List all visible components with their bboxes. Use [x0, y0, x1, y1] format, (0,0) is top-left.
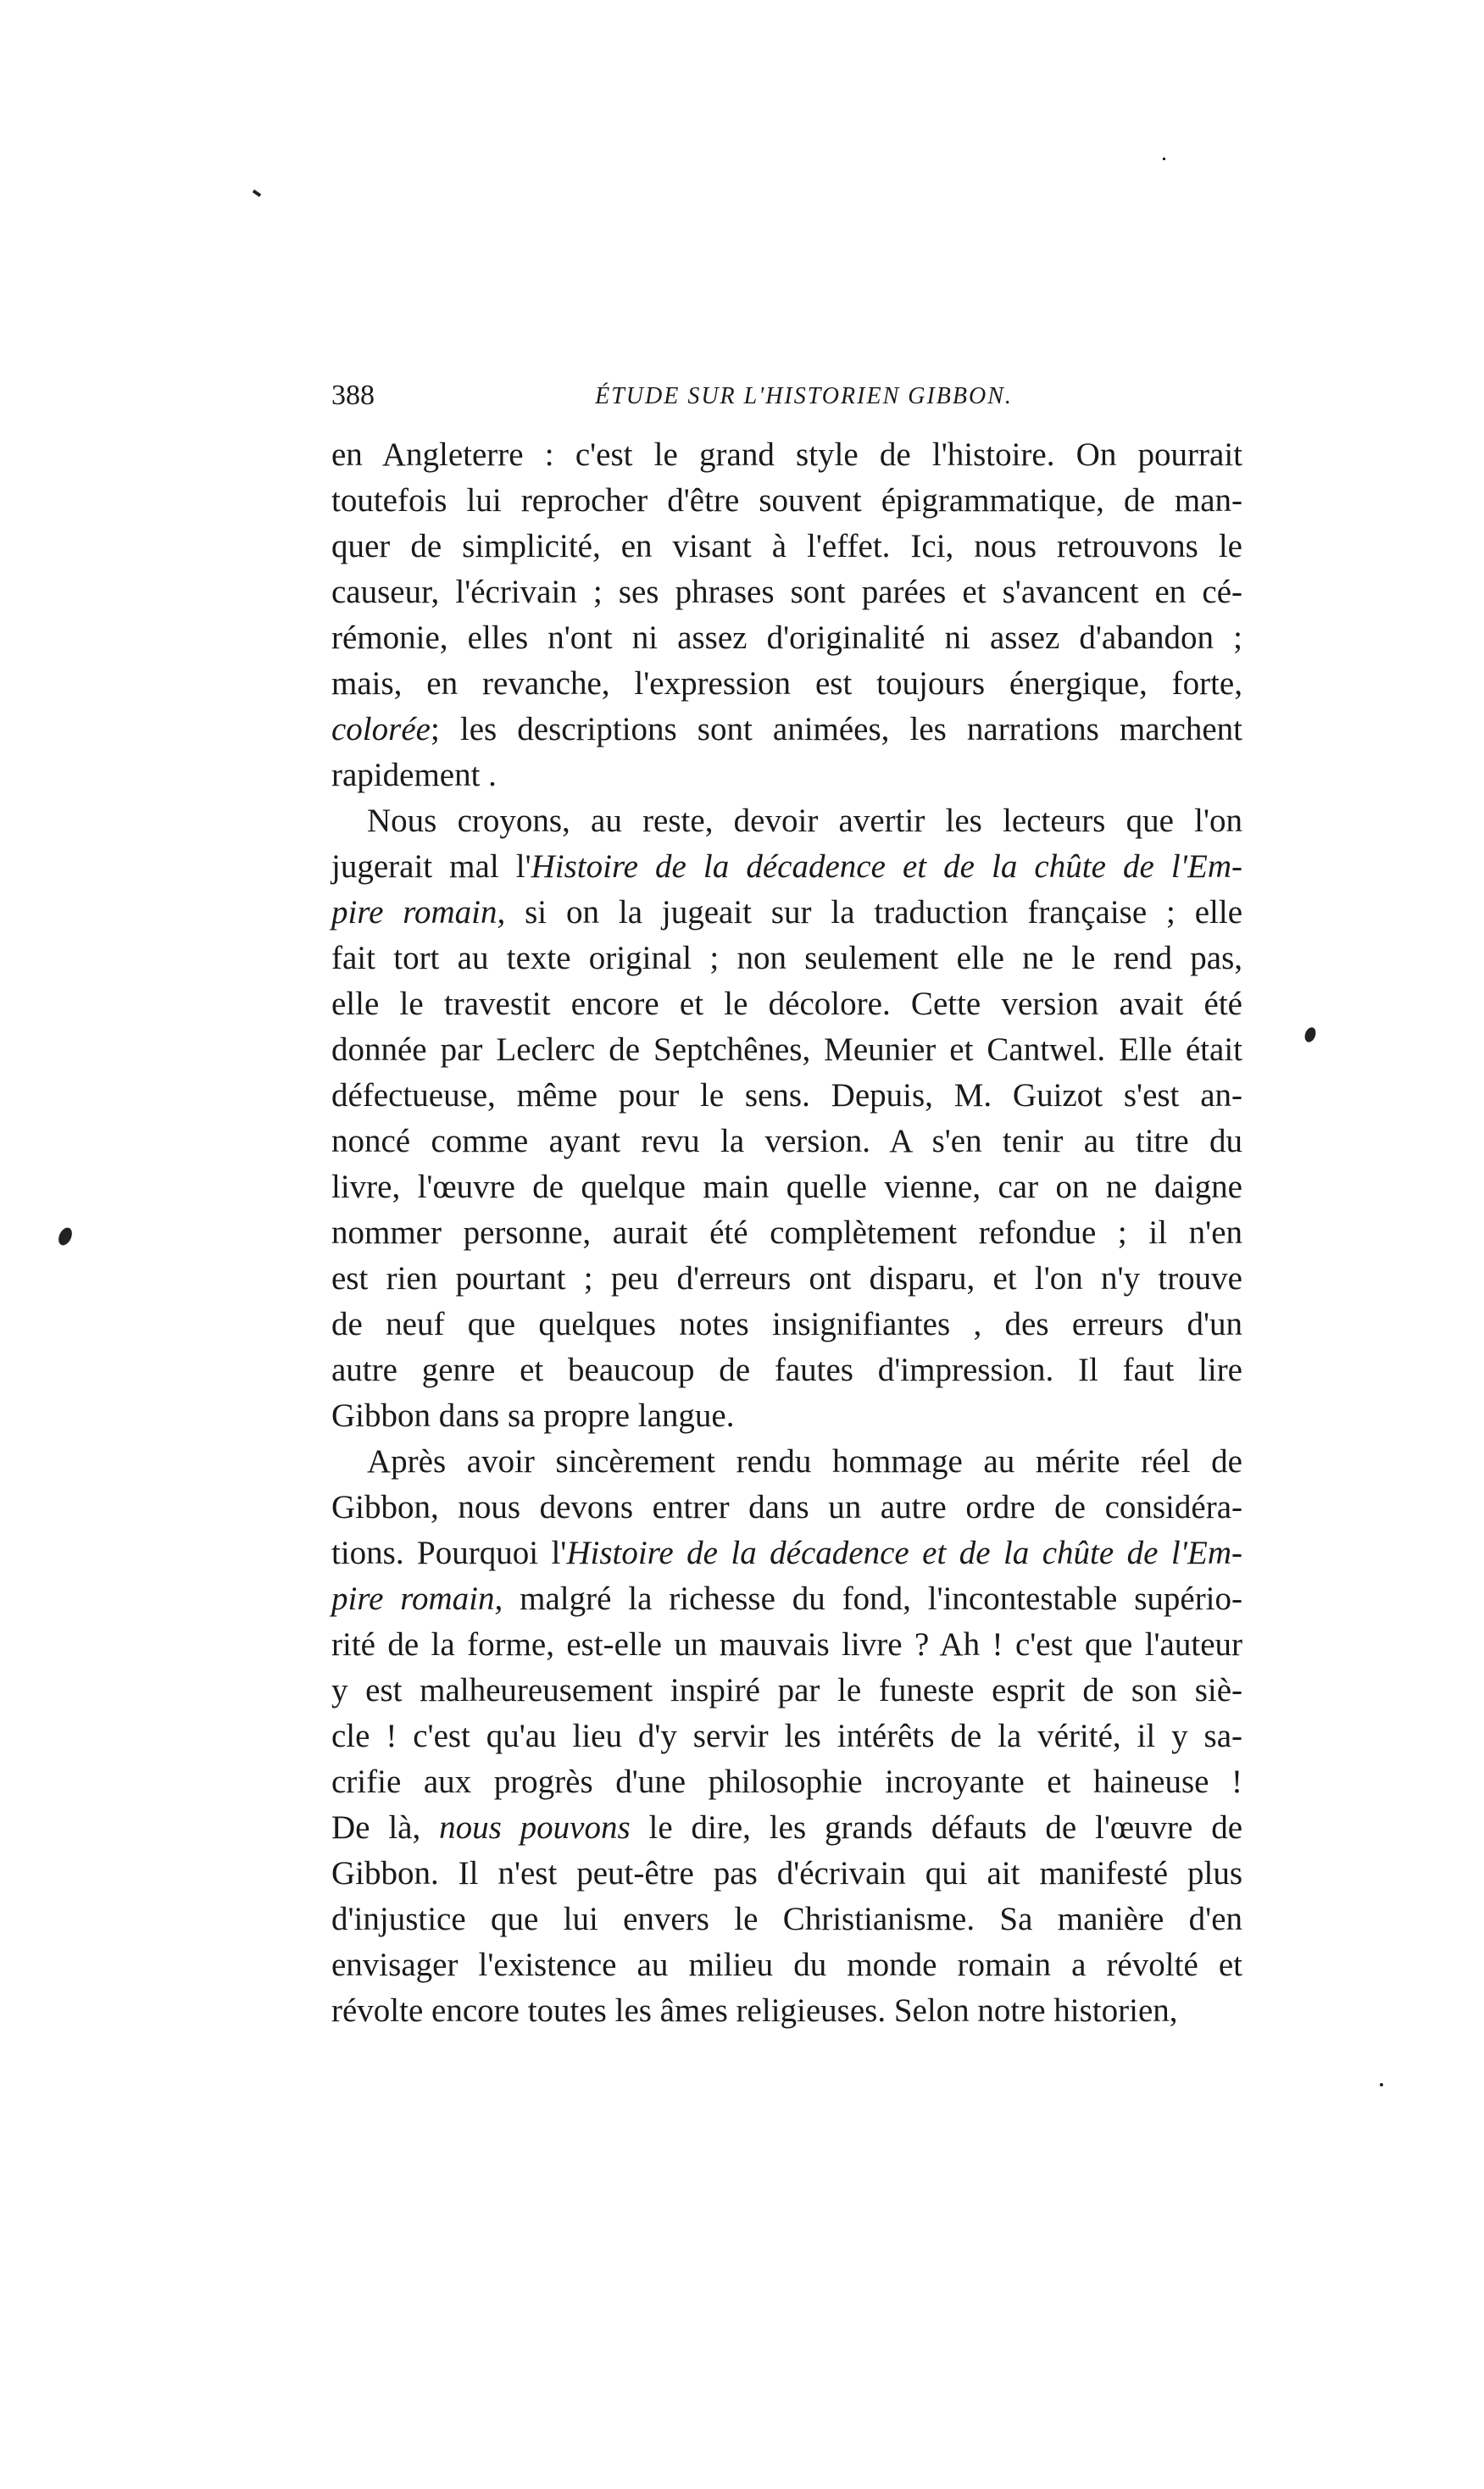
text-line — [331, 1302, 1242, 1347]
text-line — [331, 1073, 1242, 1119]
text-segment: envisager l'existence au milieu du monde romain a révolté et — [331, 1947, 1242, 1983]
italic-text: Histoire de la décadence et de la chûte de l'Em- — [566, 1535, 1242, 1571]
text-segment: De là, — [331, 1809, 440, 1846]
text-line — [331, 524, 1242, 569]
text-segment: Après avoir sincèrement rendu hommage au mérite réel de — [367, 1443, 1242, 1480]
scan-blot-mark — [1303, 1025, 1317, 1043]
scan-speck-mark — [1163, 158, 1165, 160]
text-segment: si on la jugeait sur la traduction française ; elle — [505, 894, 1243, 931]
text-segment: le dire, les grands défauts de l'œuvre de — [630, 1809, 1243, 1846]
text-segment: révolte encore toutes les âmes religieuses. Selon notre historien, — [331, 1992, 1178, 2029]
text-line — [331, 1759, 1242, 1805]
text-line — [331, 1119, 1242, 1164]
text-line — [331, 1256, 1242, 1302]
text-line — [331, 1988, 1242, 2034]
text-segment: ; les descriptions sont animées, les narrations marchent — [430, 711, 1242, 747]
text-line — [331, 1897, 1242, 1942]
text-segment: nommer personne, aurait été complètement refondue ; il n'en — [331, 1214, 1242, 1251]
scan-blot-mark — [56, 1225, 75, 1247]
paragraph — [331, 432, 1242, 798]
text-line — [331, 569, 1242, 615]
scan-speck-mark — [253, 189, 261, 197]
text-segment: rapidement . — [331, 757, 497, 793]
italic-text: colorée — [331, 711, 431, 747]
text-line — [331, 1164, 1242, 1210]
text-line — [331, 1485, 1242, 1531]
text-segment: en Angleterre : c'est le grand style de l'histoire. On pourrait — [331, 436, 1242, 473]
text-segment: y est malheureusement inspiré par le funeste esprit de son siè- — [331, 1672, 1242, 1708]
text-segment: est rien pourtant ; peu d'erreurs ont disparu, et l'on n'y trouve — [331, 1260, 1242, 1297]
text-segment: Gibbon. Il n'est peut-être pas d'écrivain qui ait manifesté plus — [331, 1855, 1242, 1892]
text-line — [331, 1347, 1242, 1393]
text-segment: Nous croyons, au reste, devoir avertir les lecteurs que l'on — [367, 803, 1242, 839]
text-segment: autre genre et beaucoup de fautes d'impression. Il faut lire — [331, 1352, 1242, 1388]
text-line — [331, 1393, 1242, 1439]
text-line — [331, 1439, 1242, 1485]
text-segment: crifie aux progrès d'une philosophie incroyante et haineuse ! — [331, 1764, 1242, 1800]
scan-speck-mark — [1380, 2083, 1383, 2086]
text-segment: rémonie, elles n'ont ni assez d'originalité ni assez d'abandon ; — [331, 619, 1242, 656]
text-segment: malgré la richesse du fond, l'incontestable supério- — [503, 1581, 1243, 1617]
text-segment: jugerait mal l' — [331, 848, 531, 885]
text-segment: d'injustice que lui envers le Christianisme. Sa manière d'en — [331, 1901, 1242, 1937]
paragraph — [331, 1439, 1242, 2034]
text-line — [331, 936, 1242, 981]
text-segment: causeur, l'écrivain ; ses phrases sont parées et s'avancent en cé- — [331, 574, 1242, 610]
text-line — [331, 890, 1242, 936]
text-line — [331, 1210, 1242, 1256]
text-segment: toutefois lui reprocher d'être souvent épigrammatique, de man- — [331, 482, 1242, 519]
text-line — [331, 1668, 1242, 1714]
text-segment: cle ! c'est qu'au lieu d'y servir les intérêts de la vérité, il y sa- — [331, 1718, 1242, 1754]
running-header — [331, 380, 1242, 422]
text-segment: noncé comme ayant revu la version. A s'en tenir au titre du — [331, 1123, 1242, 1159]
text-segment: livre, l'œuvre de quelque main quelle vienne, car on ne daigne — [331, 1169, 1242, 1205]
running-title: ÉTUDE SUR L'HISTORIEN GIBBON. — [595, 383, 1013, 409]
italic-text: pire romain, — [331, 1581, 503, 1617]
text-line — [331, 478, 1242, 524]
italic-text: nous pouvons — [439, 1809, 631, 1846]
text-line — [331, 661, 1242, 707]
text-line — [331, 844, 1242, 890]
text-line — [331, 1622, 1242, 1668]
text-line — [331, 1942, 1242, 1988]
text-segment: tions. Pourquoi l' — [331, 1535, 567, 1571]
text-segment: donnée par Leclerc de Septchênes, Meunier et Cantwel. Elle était — [331, 1031, 1242, 1068]
italic-text: pire romain, — [331, 894, 506, 931]
text-line — [331, 981, 1242, 1027]
text-line — [331, 1851, 1242, 1897]
text-segment: rité de la forme, est-elle un mauvais livre ? Ah ! c'est que l'auteur — [331, 1626, 1242, 1663]
text-segment: Gibbon, nous devons entrer dans un autre ordre de considéra- — [331, 1489, 1242, 1525]
text-segment: mais, en revanche, l'expression est toujours énergique, forte, — [331, 665, 1242, 702]
text-line — [331, 1576, 1242, 1622]
text-segment: quer de simplicité, en visant à l'effet. Ici, nous retrouvons le — [331, 528, 1242, 564]
text-line — [331, 707, 1242, 753]
text-line — [331, 798, 1242, 844]
text-line — [331, 1027, 1242, 1073]
text-line — [331, 1531, 1242, 1576]
page-number: 388 — [331, 380, 375, 411]
text-line — [331, 615, 1242, 661]
text-segment: défectueuse, même pour le sens. Depuis, M. Guizot s'est an- — [331, 1077, 1242, 1114]
text-line — [331, 1805, 1242, 1851]
text-line — [331, 432, 1242, 478]
text-segment: de neuf que quelques notes insignifiantes , des erreurs d'un — [331, 1306, 1242, 1342]
text-line — [331, 1714, 1242, 1759]
text-line — [331, 753, 1242, 798]
paragraph — [331, 798, 1242, 1439]
text-segment: fait tort au texte original ; non seulement elle ne le rend pas, — [331, 940, 1242, 976]
text-segment: Gibbon dans sa propre langue. — [331, 1397, 735, 1434]
page-body — [331, 432, 1242, 2034]
italic-text: Histoire de la décadence et de la chûte de l'Em- — [531, 848, 1242, 885]
text-segment: elle le travestit encore et le décolore. Cette version avait été — [331, 986, 1242, 1022]
